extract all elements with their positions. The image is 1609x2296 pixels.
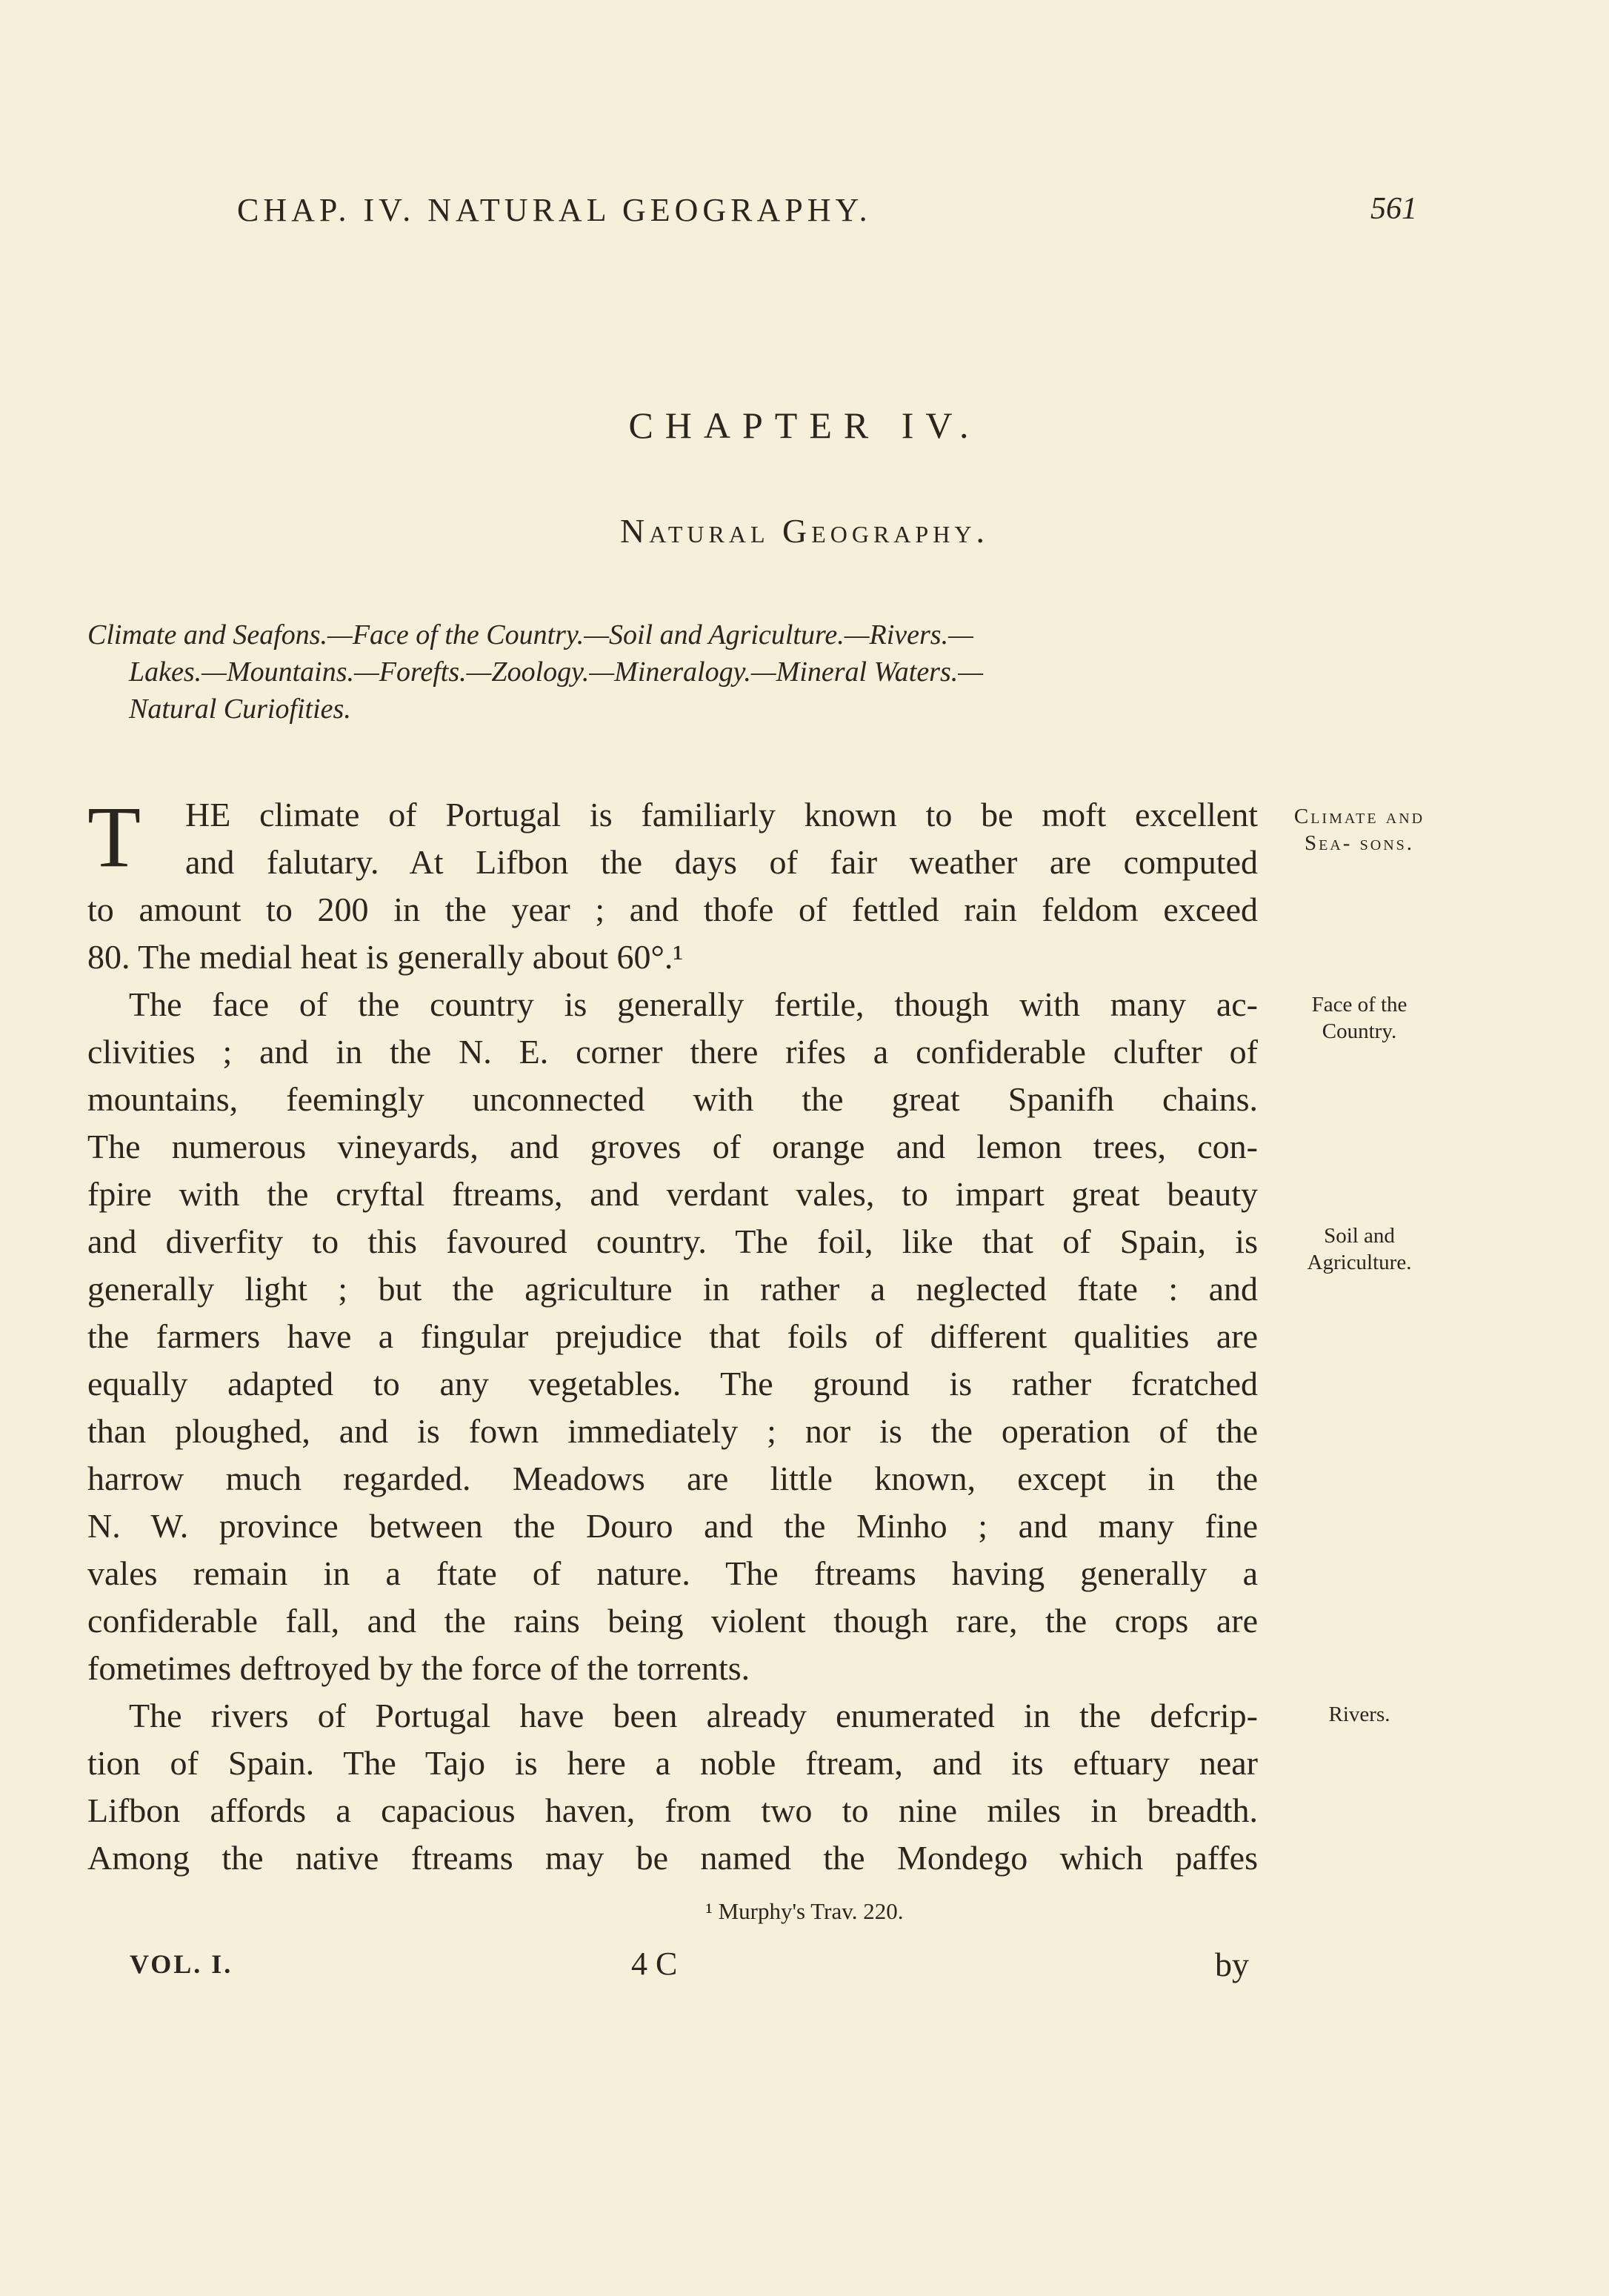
- footnote: ¹ Murphy's Trav. 220.: [705, 1898, 904, 1924]
- text-line: HE climate of Portugal is familiarly known to be moft excellent: [185, 796, 1258, 833]
- text-line: generally light ; but the agriculture in rather a neglected ftate : and: [87, 1270, 1258, 1308]
- running-head: CHAP. IV. NATURAL GEOGRAPHY.: [237, 192, 872, 228]
- text-line: The face of the country is generally fertile, though with many ac-: [129, 985, 1258, 1023]
- text-line: mountains, feemingly unconnected with the great Spanifh chains.: [87, 1080, 1258, 1118]
- body-text: [87, 788, 1258, 1882]
- text-line: the farmers have a fingular prejudice that foils of different qualities are: [87, 1317, 1258, 1355]
- text-line: N. W. province between the Douro and the Minho ; and many fine: [87, 1507, 1258, 1545]
- text-line: 80. The medial heat is generally about 60°.¹: [87, 938, 684, 976]
- text-line: The numerous vineyards, and groves of orange and lemon trees, con-: [87, 1128, 1258, 1165]
- marginal-note-climate: Climate and Sea- sons.: [1293, 805, 1425, 855]
- marginal-note-soil: Soil and Agriculture.: [1307, 1224, 1412, 1274]
- catchword: by: [1215, 1946, 1249, 1983]
- chapter-title: CHAPTER IV.: [628, 405, 981, 446]
- contents-line: Lakes.—Mountains.—Forefts.—Zoology.—Mineralogy.—Mineral Waters.—: [129, 656, 984, 688]
- volume-label: VOL. I.: [130, 1949, 233, 1979]
- marginal-note-face-of-country: Face of the Country.: [1311, 993, 1408, 1043]
- text-line: and diverfity to this favoured country. The foil, like that of Spain, is: [87, 1222, 1258, 1260]
- text-line: harrow much regarded. Meadows are little known, except in the: [87, 1460, 1258, 1497]
- text-line: than ploughed, and is fown immediately ; nor is the operation of the: [87, 1412, 1258, 1450]
- text-line: equally adapted to any vegetables. The ground is rather fcratched: [87, 1365, 1258, 1402]
- text-line: The rivers of Portugal have been already enumerated in the defcrip-: [129, 1697, 1258, 1734]
- contents-line: Natural Curiofities.: [129, 693, 351, 725]
- text-line: tion of Spain. The Tajo is here a noble ftream, and its eftuary near: [87, 1744, 1258, 1782]
- text-line: fpire with the cryftal ftreams, and verdant vales, to impart great beauty: [87, 1175, 1258, 1213]
- signature-mark: 4 C: [631, 1946, 678, 1982]
- page-number: 561: [1370, 192, 1417, 226]
- text-line: Among the native ftreams may be named the Mondego which paffes: [87, 1839, 1258, 1877]
- marginal-note-rivers: Rivers.: [1328, 1703, 1390, 1726]
- contents-line: Climate and Seafons.—Face of the Country.—Soil and Agriculture.—Rivers.—: [87, 619, 973, 650]
- text-line: fometimes deftroyed by the force of the torrents.: [87, 1649, 750, 1687]
- chapter-subtitle: Natural Geography.: [620, 512, 989, 550]
- chapter-contents: [87, 616, 1258, 728]
- text-line: confiderable fall, and the rains being violent though rare, the crops are: [87, 1602, 1258, 1640]
- text-line: and falutary. At Lifbon the days of fair weather are computed: [185, 843, 1258, 881]
- text-line: clivities ; and in the N. E. corner there rifes a confiderable clufter of: [87, 1033, 1258, 1071]
- text-line: to amount to 200 in the year ; and thofe of fettled rain feldom exceed: [87, 891, 1258, 928]
- text-line: Lifbon affords a capacious haven, from two to nine miles in breadth.: [87, 1791, 1258, 1829]
- drop-cap: T: [87, 788, 141, 885]
- text-line: vales remain in a ftate of nature. The ftreams having generally a: [87, 1554, 1258, 1592]
